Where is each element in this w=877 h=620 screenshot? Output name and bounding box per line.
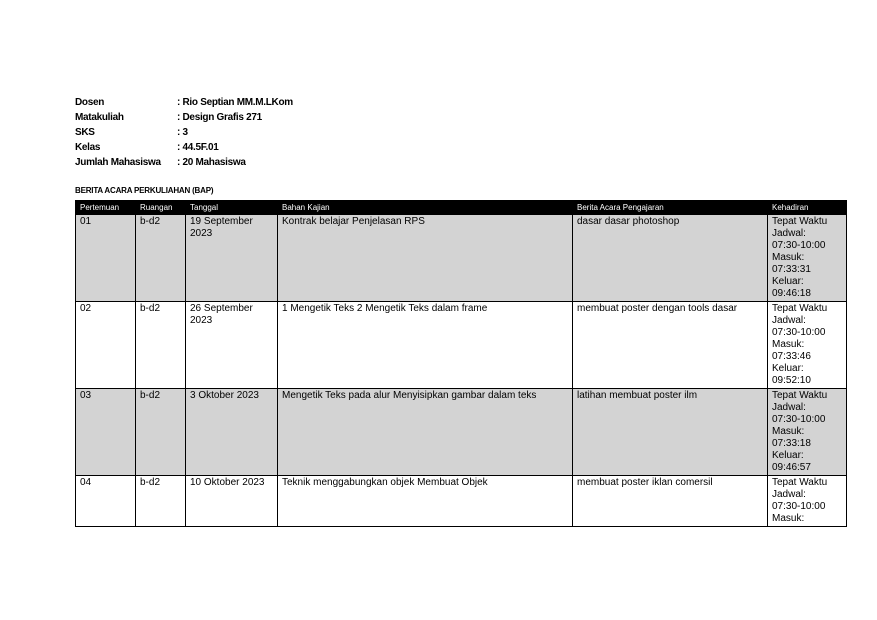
attendance-jadwal-label: Jadwal: [772,489,806,500]
table-row [76,302,847,389]
attendance-keluar-label: Keluar: [772,450,804,461]
cell-ruangan: b-d2 [136,302,186,389]
cell-pertemuan: 01 [76,215,136,302]
attendance-jadwal: 07:30-10:00 [772,501,826,512]
info-value: : Rio Septian MM.M.LKom [177,97,293,108]
attendance-masuk: 07:33:31 [772,264,811,275]
info-row-jumlah-mahasiswa [75,155,293,170]
info-label: Matakuliah [75,112,124,123]
cell-bahan-kajian: Kontrak belajar Penjelasan RPS [278,215,573,302]
attendance-status: Tepat Waktu [772,390,828,401]
info-row-kelas [75,140,293,155]
attendance-status: Tepat Waktu [772,216,828,227]
cell-berita-acara: dasar dasar photoshop [573,215,768,302]
attendance-masuk: 07:33:46 [772,351,811,362]
attendance-masuk-label: Masuk: [772,339,805,350]
bap-table [75,200,847,527]
info-value: : 3 [177,127,188,138]
attendance-keluar-label: Keluar: [772,276,804,287]
cell-tanggal: 26 September 2023 [186,302,278,389]
attendance-status: Tepat Waktu [772,303,828,314]
info-row-sks [75,125,293,140]
cell-bahan-kajian: Mengetik Teks pada alur Menyisipkan gambar dalam teks [278,389,573,476]
table-row [76,476,847,527]
attendance-jadwal-label: Jadwal: [772,315,806,326]
cell-tanggal: 10 Oktober 2023 [186,476,278,527]
attendance-jadwal-label: Jadwal: [772,402,806,413]
cell-bahan-kajian: Teknik menggabungkan objek Membuat Objek [278,476,573,527]
cell-pertemuan: 03 [76,389,136,476]
cell-kehadiran [768,476,847,527]
attendance-keluar-label: Keluar: [772,363,804,374]
info-row-dosen [75,95,293,110]
section-title: BERITA ACARA PERKULIAHAN (BAP) [75,186,214,195]
cell-berita-acara: latihan membuat poster ilm [573,389,768,476]
info-value: : 44.5F.01 [177,142,219,153]
header-pertemuan: Pertemuan [76,201,136,215]
cell-pertemuan: 04 [76,476,136,527]
info-label: Jumlah Mahasiswa [75,157,161,168]
attendance-jadwal: 07:30-10:00 [772,414,826,425]
attendance-status: Tepat Waktu [772,477,828,488]
header-kehadiran: Kehadiran [768,201,847,215]
cell-kehadiran [768,389,847,476]
info-value: : 20 Mahasiswa [177,157,246,168]
header-ruangan: Ruangan [136,201,186,215]
table-row [76,389,847,476]
cell-ruangan: b-d2 [136,476,186,527]
cell-kehadiran [768,302,847,389]
cell-tanggal: 19 September 2023 [186,215,278,302]
table-header-row [76,201,847,215]
info-label: SKS [75,127,95,138]
course-info [75,95,293,170]
attendance-keluar: 09:46:18 [772,288,811,299]
cell-ruangan: b-d2 [136,389,186,476]
cell-tanggal: 3 Oktober 2023 [186,389,278,476]
attendance-masuk-label: Masuk: [772,252,805,263]
info-row-matakuliah [75,110,293,125]
header-tanggal: Tanggal [186,201,278,215]
attendance-masuk: 07:33:18 [772,438,811,449]
header-berita-acara: Berita Acara Pengajaran [573,201,768,215]
attendance-jadwal-label: Jadwal: [772,228,806,239]
header-bahan-kajian: Bahan Kajian [278,201,573,215]
table-row [76,215,847,302]
cell-kehadiran [768,215,847,302]
info-label: Dosen [75,97,105,108]
cell-ruangan: b-d2 [136,215,186,302]
attendance-jadwal: 07:30-10:00 [772,240,826,251]
cell-pertemuan: 02 [76,302,136,389]
cell-berita-acara: membuat poster iklan comersil [573,476,768,527]
attendance-masuk-label: Masuk: [772,426,805,437]
cell-bahan-kajian: 1 Mengetik Teks 2 Mengetik Teks dalam frame [278,302,573,389]
attendance-keluar: 09:46:57 [772,462,811,473]
cell-berita-acara: membuat poster dengan tools dasar [573,302,768,389]
info-label: Kelas [75,142,101,153]
attendance-jadwal: 07:30-10:00 [772,327,826,338]
attendance-masuk-label: Masuk: [772,513,805,524]
attendance-keluar: 09:52:10 [772,375,811,386]
info-value: : Design Grafis 271 [177,112,262,123]
